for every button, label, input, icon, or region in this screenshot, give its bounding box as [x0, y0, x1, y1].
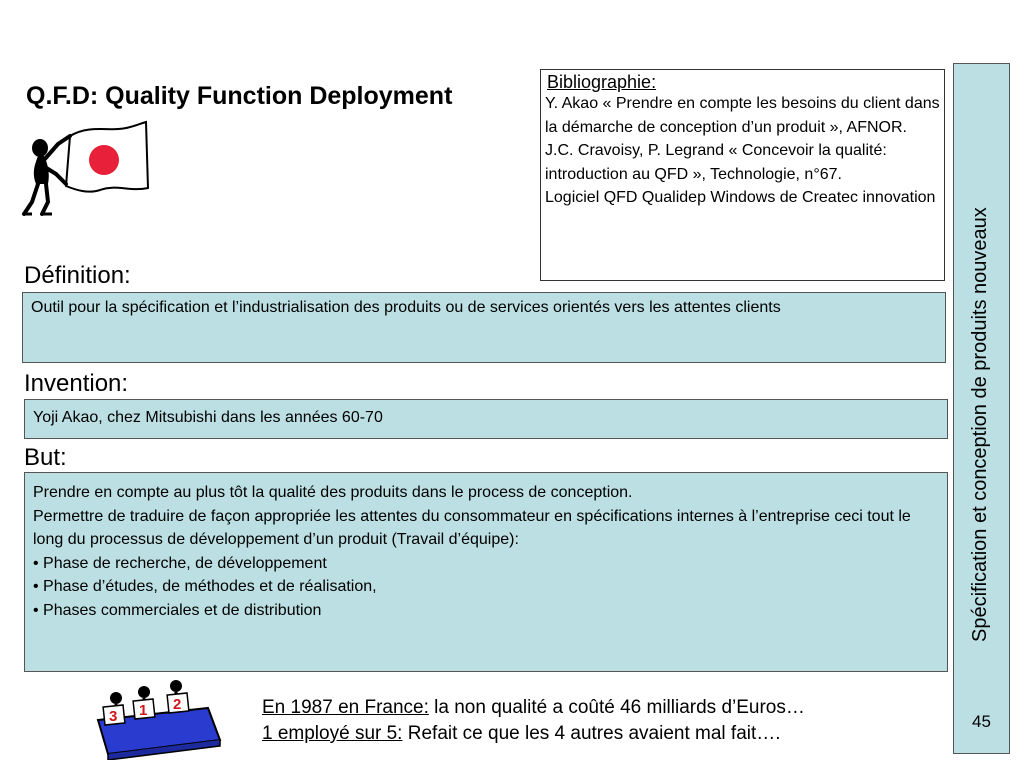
flag-disc: [89, 145, 119, 175]
fact-2-text: Refait ce que les 4 autres avaient mal fait….: [402, 723, 781, 744]
podium-illustration: [88, 678, 234, 760]
bibliography-box: [540, 69, 945, 281]
sidebar-vertical-title: Spécification et conception de produits nouveaux: [969, 207, 991, 642]
invention-label: Invention:: [24, 370, 129, 397]
fact-1-label: En 1987 en France:: [262, 697, 429, 718]
fact-2-label: 1 employé sur 5:: [262, 723, 403, 744]
podium-number: 2: [173, 696, 182, 713]
podium-number: 1: [139, 702, 148, 719]
definition-box: Outil pour la spécification et l’industrialisation des produits ou de services orientés vers les attentes clients: [22, 292, 946, 363]
page-number: 45: [972, 712, 991, 731]
fact-1-text: la non qualité a coûté 46 milliards d’Euros…: [428, 697, 805, 718]
invention-box: Yoji Akao, chez Mitsubishi dans les années 60-70: [24, 399, 948, 439]
bibliography-text: Y. Akao « Prendre en compte les besoins du client dans la démarche de conception d’un produit », AFNOR. J.C. Cravoisy, P. Legrand « Concevoir la qualité: introduction au QFD », Technologie, n°67. Logiciel QFD Qualidep Windows de Createc innovation: [545, 95, 940, 207]
fact-line-2: [262, 721, 805, 747]
facts-block: [262, 695, 805, 747]
goal-label: But:: [24, 444, 67, 471]
definition-label: Définition:: [24, 262, 131, 289]
fact-line-1: [262, 695, 805, 721]
sidebar-panel: [953, 63, 1010, 754]
goal-box: Prendre en compte au plus tôt la qualité des produits dans le process de conception. Permettre de traduire de façon appropriée les attentes du consommateur en spécifications internes à l’entreprise ceci tout le long du processus de développement d’un produit (Travail d’équipe): • Phase de recherche, de développement • Phase d’études, de méthodes et de réalisation, • Phases commerciales et de distribution: [24, 472, 948, 672]
bibliography-heading: Bibliographie:: [547, 72, 657, 92]
flag-figure-illustration: [18, 118, 156, 220]
podium-number: 3: [109, 708, 118, 725]
page-title: Q.F.D: Quality Function Deployment: [26, 82, 453, 110]
